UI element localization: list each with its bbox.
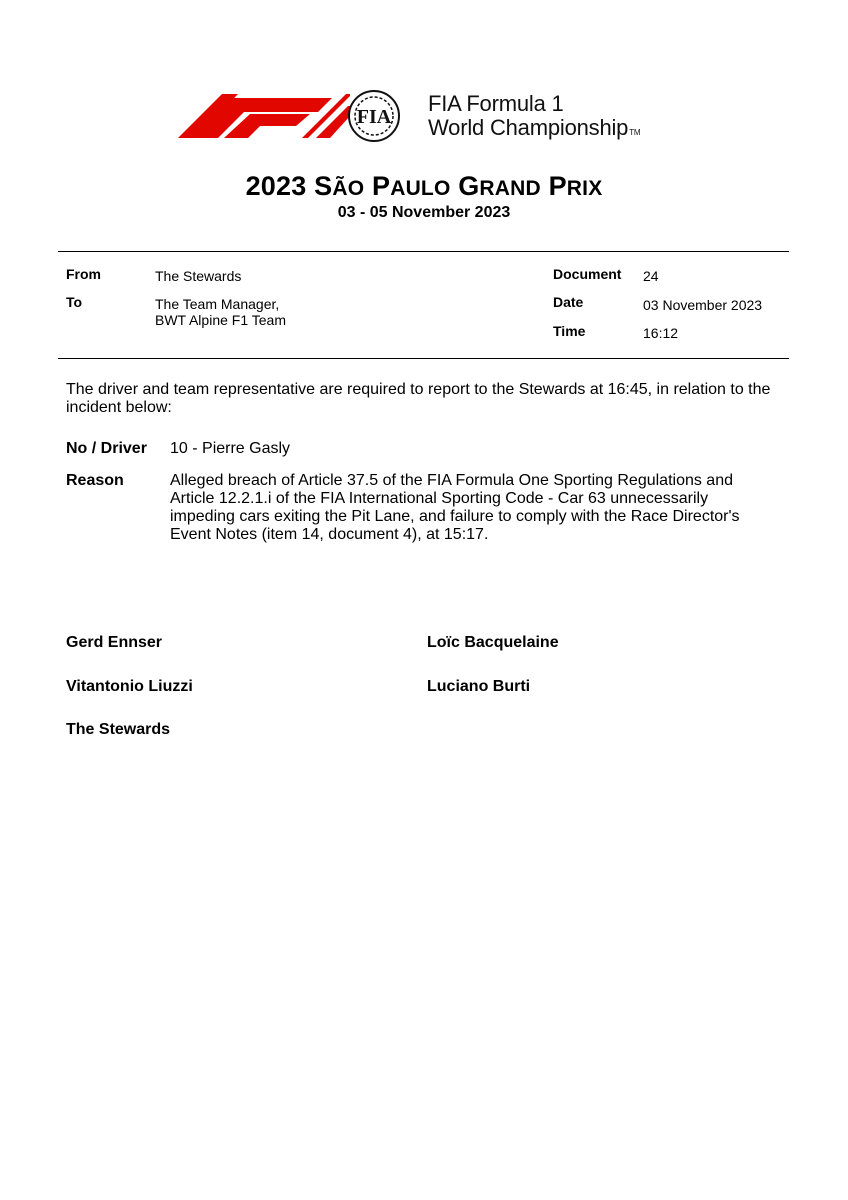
document-label: Document: [553, 266, 622, 282]
event-dates: 03 - 05 November 2023: [337, 204, 511, 221]
to-value-line1: The Team Manager,: [155, 296, 280, 312]
steward-name: Loïc Bacquelaine: [427, 634, 559, 651]
to-value: [155, 296, 286, 328]
reason-text: Alleged breach of Article 37.5 of the FIA Formula One Sporting Regulations and Article 12.2.1.i of the FIA International Sporting Code - Car 63 unnecessarily impeding cars exiting the Pit Lane, and failure to comply with the Race Director's Event Notes (item 14, document 4), at 15:17.: [170, 472, 740, 543]
from-label: From: [66, 266, 101, 282]
time-value: 16:12: [643, 325, 679, 341]
bottom-divider: [58, 358, 789, 359]
header-logo: [178, 90, 688, 142]
page-title: 2023 SÃO PAULO GRAND PRIX: [245, 171, 603, 201]
wordmark-line1: FIA Formula 1: [428, 91, 564, 116]
time-label: Time: [553, 323, 586, 339]
to-value-line2: BWT Alpine F1 Team: [155, 312, 286, 328]
steward-name: Gerd Ennser: [66, 634, 163, 651]
document-value: 24: [643, 268, 659, 284]
date-label: Date: [553, 294, 584, 310]
emblem-text: FIA: [356, 106, 392, 128]
from-value: The Stewards: [155, 268, 242, 284]
reason-label: Reason: [66, 472, 124, 489]
steward-name: Luciano Burti: [427, 678, 531, 695]
f1-logo-icon: [178, 92, 350, 138]
trademark-mark: TM: [629, 128, 641, 137]
steward-name: Vitantonio Liuzzi: [66, 678, 193, 695]
to-label: To: [66, 294, 83, 310]
wordmark-line2: World Championship: [428, 115, 629, 140]
driver-label: No / Driver: [66, 440, 147, 457]
championship-wordmark: [428, 92, 640, 145]
driver-value: 10 - Pierre Gasly: [170, 440, 291, 457]
fia-emblem-icon: [348, 90, 400, 142]
signature-footer: The Stewards: [66, 721, 171, 738]
intro-paragraph: The driver and team representative are required to report to the Stewards at 16:45, in relation to the incident below:: [66, 381, 771, 416]
top-divider: [58, 251, 789, 252]
date-value: 03 November 2023: [643, 297, 763, 313]
